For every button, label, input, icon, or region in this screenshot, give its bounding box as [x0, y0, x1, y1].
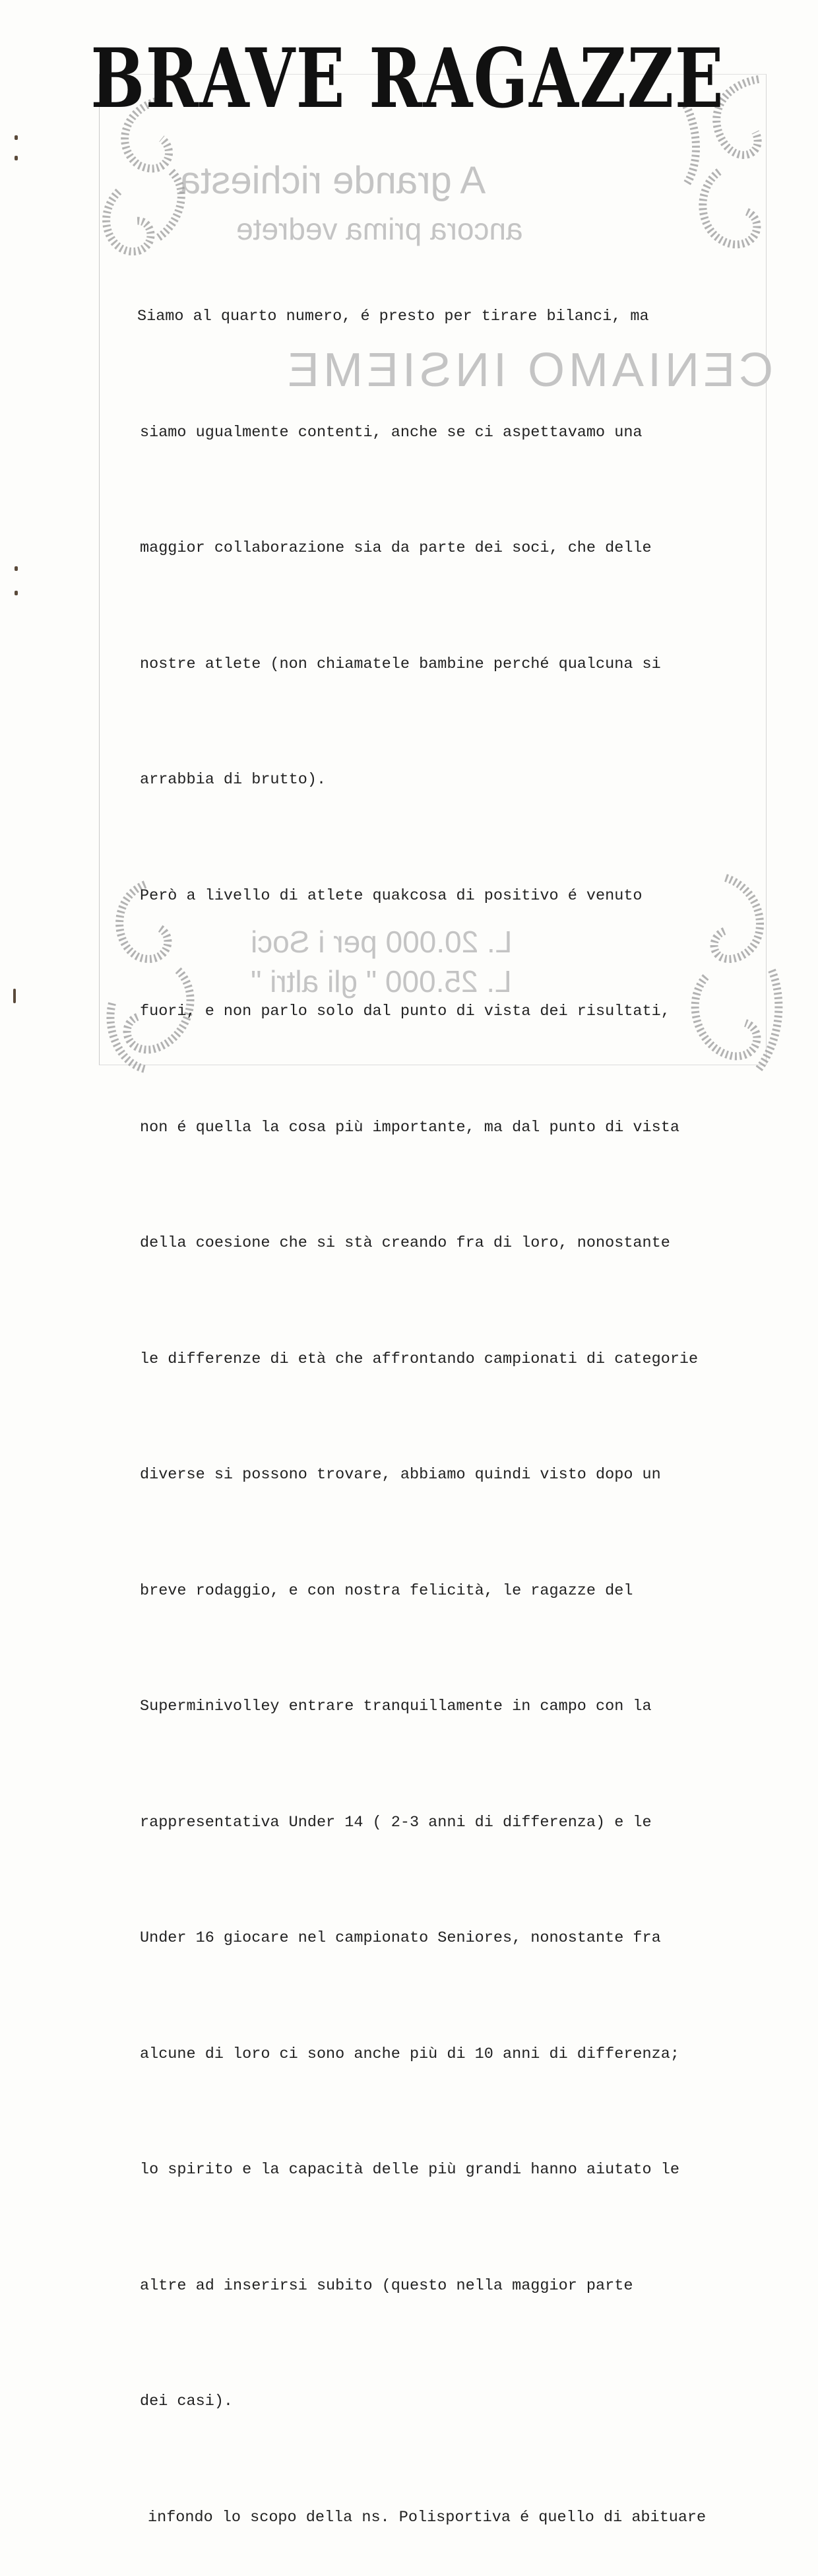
- text-line: arrabbia di brutto).: [140, 771, 327, 789]
- article-body: [137, 220, 747, 2576]
- text-line: Superminivolley entrare tranquillamente in campo con la: [140, 1698, 652, 1715]
- show-through-line: CENIAMO INSIEME: [284, 344, 774, 397]
- page-title: BRAVE RAGAZZE: [90, 31, 725, 127]
- binding-mark: [15, 566, 18, 571]
- show-through-line: ancora prima vedrete: [236, 212, 523, 246]
- text-line: breve rodaggio, e con nostra felicità, le ragazze del: [140, 1581, 633, 1600]
- text-line: infondo lo scopo della ns. Polisportiva é quello di abituare: [148, 2508, 707, 2526]
- text-line: le differenze di età che affrontando campionati di categorie: [140, 1350, 699, 1368]
- text-line: dei casi).: [140, 2393, 234, 2410]
- text-line: maggior collaborazione sia da parte dei soci, che delle: [140, 539, 652, 557]
- text-line: alcune di loro ci sono anche più di 10 anni di differenza;: [140, 2045, 679, 2063]
- binding-mark: [15, 156, 18, 160]
- text-line: fuori, e non parlo solo dal punto di vista dei risultati,: [140, 1003, 670, 1020]
- text-line: siamo ugualmente contenti, anche se ci aspettavamo una: [140, 423, 643, 442]
- text-line: Però a livello di atlete quakcosa di positivo é venuto: [140, 886, 643, 905]
- text-line: lo spirito e la capacità delle più grandi hanno aiutato le: [140, 2161, 679, 2179]
- text-line: della coesione che si stà creando fra di loro, nonostante: [140, 1234, 670, 1252]
- binding-mark: [15, 591, 18, 595]
- text-line: Under 16 giocare nel campionato Seniores, nonostante fra: [140, 1929, 661, 1947]
- text-line: altre ad inserirsi subito (questo nella maggior parte: [140, 2276, 633, 2295]
- text-line: nostre atlete (non chiamatele bambine perché qualcuna si: [140, 655, 661, 673]
- binding-mark: [15, 135, 18, 140]
- text-line: diverse si possono trovare, abbiamo quindi visto dopo un: [140, 1466, 661, 1484]
- binding-mark: [13, 989, 16, 1003]
- show-through-line: L. 25.000 " gli altri ": [251, 964, 512, 999]
- text-line: rappresentativa Under 14 ( 2-3 anni di differenza) e le: [140, 1813, 652, 1832]
- text-line: Siamo al quarto numero, é presto per tirare bilanci, ma: [137, 308, 649, 325]
- text-line: non é quella la cosa più importante, ma dal punto di vista: [140, 1118, 679, 1137]
- show-through-line: A grande richiesta: [179, 159, 486, 202]
- show-through-line: L. 20.000 per i Soci: [251, 925, 513, 959]
